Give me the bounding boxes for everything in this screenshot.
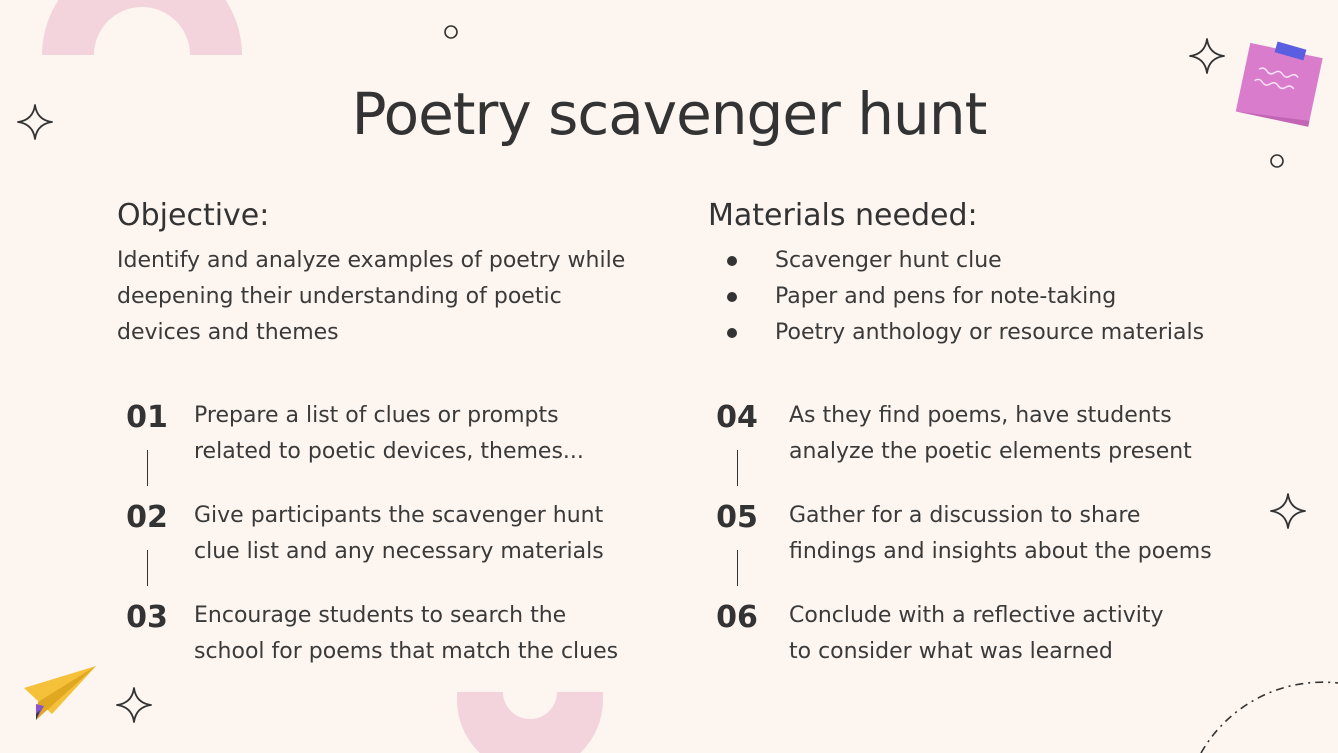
- arch-bottom: [455, 690, 605, 753]
- bullet-icon: [727, 292, 737, 302]
- step-number: 05: [716, 500, 758, 535]
- step-text: Conclude with a reflective activity to consider what was learned: [789, 603, 1164, 664]
- step-connector: [147, 550, 148, 586]
- step-connector: [737, 550, 738, 586]
- step-number: 01: [126, 400, 168, 435]
- step-number: 06: [716, 600, 758, 635]
- page-title: Poetry scavenger hunt: [351, 80, 987, 148]
- material-label: Poetry anthology or resource materials: [775, 320, 1205, 345]
- step-text: Give participants the scavenger hunt clue list and any necessary materials: [194, 503, 604, 564]
- materials-heading: Materials needed:: [708, 198, 978, 233]
- step-text: Prepare a list of clues or prompts related to poetic devices, themes...: [194, 403, 584, 464]
- dashed-arc: [1195, 675, 1338, 753]
- step-number: 03: [126, 600, 168, 635]
- list-item: [725, 279, 1204, 315]
- step-text: As they find poems, have students analyze the poetic elements present: [789, 403, 1192, 464]
- objective-text: Identify and analyze examples of poetry while deepening their understanding of poetic devices and themes: [117, 248, 626, 345]
- list-item: [725, 315, 1204, 351]
- material-label: Paper and pens for note-taking: [775, 284, 1117, 309]
- step-number: 02: [126, 500, 168, 535]
- step-number: 04: [716, 400, 758, 435]
- sparkle-icon: [1188, 37, 1226, 75]
- step-text: Encourage students to search the school for poems that match the clues: [194, 603, 619, 664]
- step-connector: [737, 450, 738, 486]
- circle-outline: [1269, 153, 1285, 169]
- materials-list: [725, 243, 1204, 351]
- paper-plane-icon: [22, 664, 100, 724]
- circle-outline: [443, 24, 459, 40]
- sparkle-icon: [1269, 492, 1307, 530]
- objective-heading: Objective:: [117, 198, 270, 233]
- material-label: Scavenger hunt clue: [775, 248, 1002, 273]
- bullet-icon: [727, 328, 737, 338]
- step-connector: [147, 450, 148, 486]
- sparkle-icon: [115, 686, 153, 724]
- bullet-icon: [727, 256, 737, 266]
- step-text: Gather for a discussion to share findings and insights about the poems: [789, 503, 1212, 564]
- arch-top: [40, 0, 245, 60]
- list-item: [725, 243, 1204, 279]
